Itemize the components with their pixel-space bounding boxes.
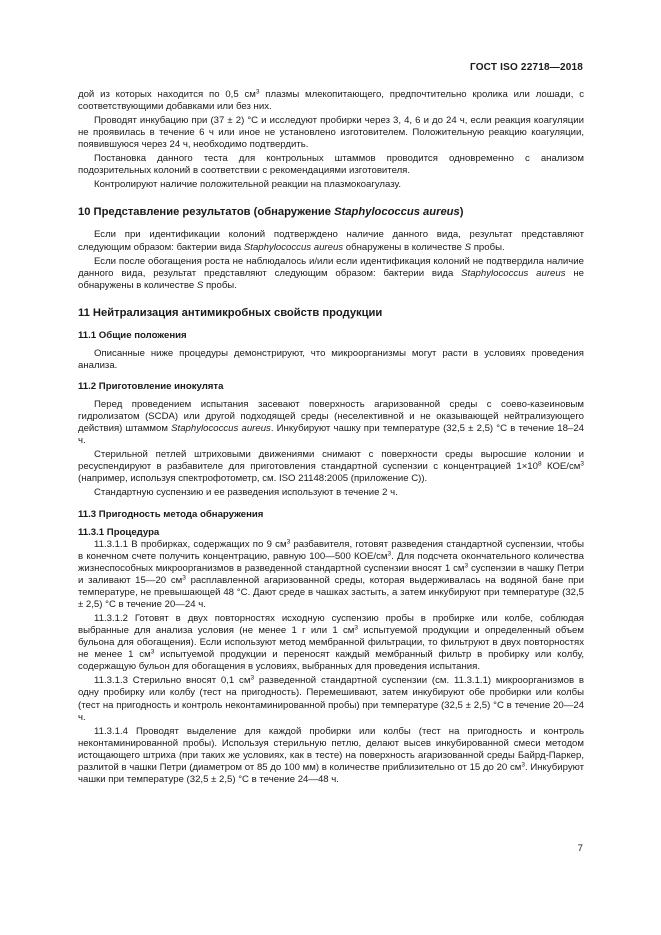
page-content — [78, 89, 584, 788]
paragraph-incubation: Проводят инкубацию при (37 ± 2) °С и исследуют пробирки через 3, 4, 6 и до 24 ч, если реакция коагуляции не проявилась в течение 6 ч или иное не установлено изготовителем. Положительную реакцию коагуляции, появившуюся через 24 ч, необходимо подтвердить. — [78, 115, 584, 151]
paragraph-continuation: дой из которых находится по 0,5 $см^3$ плазмы млекопитающего, предпочтительно кролика или лошади, с соответствующими добавками или без них. — [78, 88, 584, 113]
page-number: 7 — [577, 843, 583, 854]
paragraph-suspension: Стерильной петлей штриховыми движениями снимают с поверхности среды выросшие колонии и ресуспендируют в разбавителе для приготовления стандартной суспензии с концентрацией $1\times 10^8$ КОЕ/$см^3$ (например, используя спектрофотометр, см. ISO 21148:2005 (приложение С)). — [78, 449, 584, 485]
section-11-heading: 11 Нейтрализация антимикробных свойств продукции — [78, 306, 383, 319]
paragraph-result-not-detected: Если после обогащения роста не наблюдалось и/или если идентификация колоний не подтвердила наличие данного вида, результат представляют следующим образом: бактерии вида Staphylococcus aureus не обнаружены в количестве S пробы. — [78, 255, 584, 291]
section-11-3-1-heading: 11.3.1 Процедура — [78, 526, 160, 538]
section-11-3-heading: 11.3 Пригодность метода обнаружения — [78, 508, 264, 520]
standard-header: ГОСТ ISO 22718—2018 — [469, 62, 583, 73]
paragraph-general: Описанные ниже процедуры демонстрируют, что микроорганизмы могут расти в условиях проведения анализа. — [78, 347, 584, 371]
paragraph-suspension-usage: Стандартную суспензию и ее разведения используют в течение 2 ч. — [94, 487, 398, 499]
paragraph-control-strains: Постановка данного теста для контрольных штаммов проводится одновременно с анализом подозрительных колоний в соответствии с рекомендациями изготовителя. — [78, 153, 584, 177]
paragraph-result-detected: Если при идентификации колоний подтверждено наличие данного вида, результат представляют следующим образом: бактерии вида Staphylococcus aureus обнаружены в количестве S пробы. — [78, 229, 584, 253]
paragraph-positive-reaction: Контролируют наличие положительной реакции на плазмокоагулазу. — [94, 179, 402, 191]
section-11-1-heading: 11.1 Общие положения — [78, 329, 187, 341]
paragraph-11-3-1-1: 11.3.1.1 В пробирках, содержащих по 9 $см^3$ разбавителя, готовят разведения стандартной суспензии, чтобы в конечном счете получить концентрацию, равную 100—500 КОЕ/$см^3$. Для подсчета окончательного количества жизнеспособных микроорганизмов в разведенной стандартной суспензии вносят 1 $см^3$ суспензии в чашку Петри и заливают 15—20 $см^3$ расплавленной агаризованной среды, которая выдерживалась на водяной бане при температуре, не превышающей 48 °С. Дают среде в чашках застыть, а затем инкубируют при температуре (32,5 ± 2,5) °С в течение 20—24 ч. — [78, 538, 584, 610]
paragraph-11-3-1-3: 11.3.1.3 Стерильно вносят 0,1 $см^3$ разведенной стандартной суспензии (см. 11.3.1.1) микроорганизмов в одну пробирку или колбу (тест на пригодность). Перемешивают, затем инкубируют обе пробирки или колбы (тест на пригодность и контроль неконтаминированной пробы) при температуре (32,5 ± 2,5) °С в течение 20—24 ч. — [78, 674, 584, 723]
paragraph-11-3-1-4: 11.3.1.4 Проводят выделение для каждой пробирки или колбы (тест на пригодность и контроль неконтаминированной пробы). Используя стерильную петлю, делают высев инкубированной смеси методом истощающего штриха (при таких же условиях, как в тесте) на поверхность агаризованной среды Байрд-Паркер, разлитой в чашки Петри (диаметром от 85 до 100 мм) в количестве приблизительно от 15 до 20 $см^3$. Инкубируют чашки при температуре (32,5 ± 2,5) °С в течение 24—48 ч. — [78, 725, 584, 785]
paragraph-11-3-1-2: 11.3.1.2 Готовят в двух повторностях исходную суспензию пробы в пробирке или колбе, соблюдая выбранные для анализа условия (не менее 1 г или 1 $см^3$ испытуемой продукции и определенный объем бульона для обогащения). Если используют метод мембранной фильтрации, то фильтруют в двух повторностях не менее 1 $см^3$ испытуемой продукции и переносят каждый мембранный фильтр в пробирку или колбу, содержащую бульон для обогащения в условиях, выбранных для проведения испытания. — [78, 612, 584, 673]
paragraph-inoculum-prep: Перед проведением испытания засевают поверхность агаризованной среды с соево-казеиновым гидролизатом (SCDA) или другой подходящей среды (неселективной и не оказывающей нейтрализующего действия) штаммом Staphylococcus aureus. Инкубируют чашку при температуре (32,5 ± 2,5) °С в течение 18–24 ч. — [78, 398, 584, 447]
section-10-heading: 10 Представление результатов (обнаружение Staphylococcus aureus) — [78, 206, 464, 219]
section-11-2-heading: 11.2 Приготовление инокулята — [78, 380, 224, 392]
